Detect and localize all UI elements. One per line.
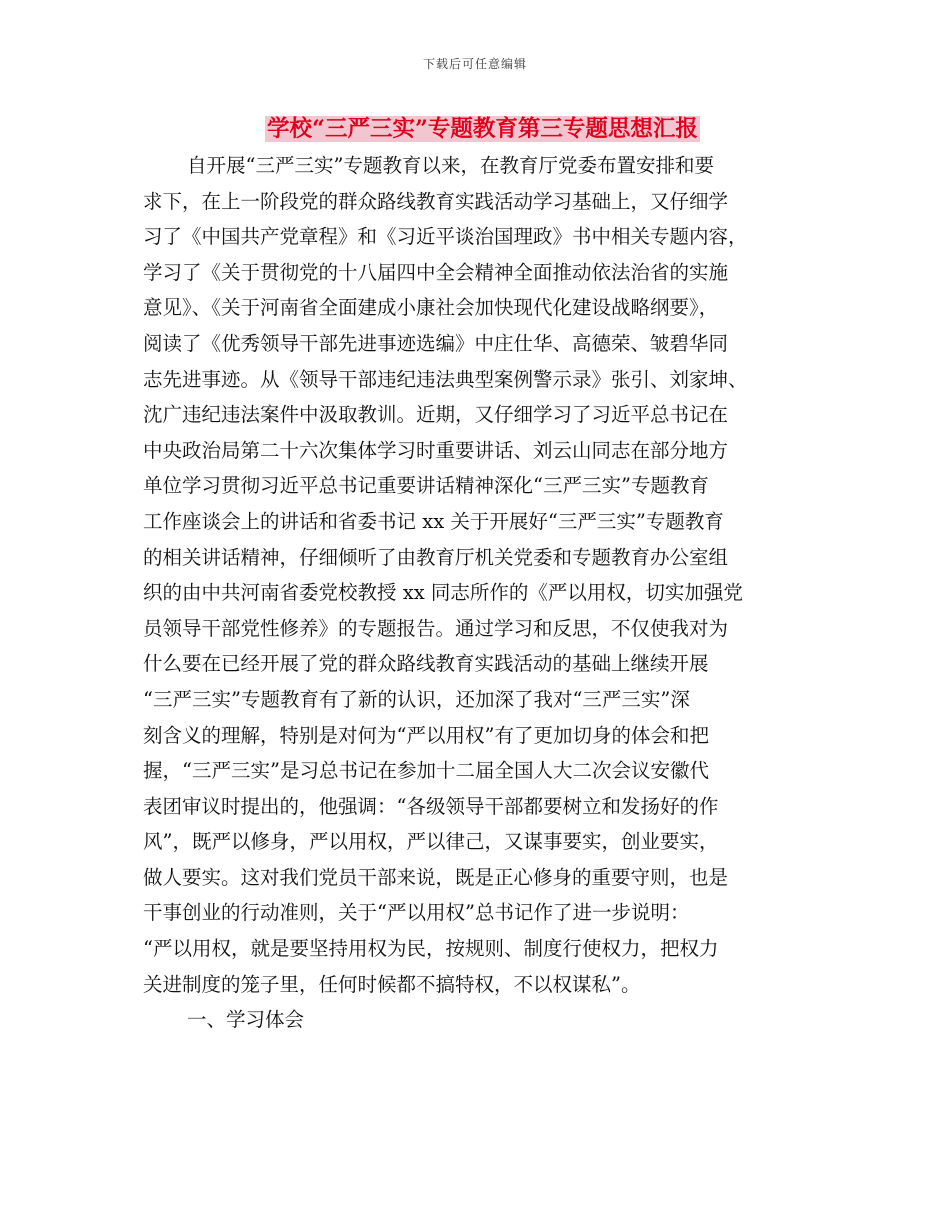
paragraph-line: 做人要实。这对我们党员干部来说，既是正心修身的重要守则，也是 — [143, 865, 729, 889]
title-highlight: 学校“三严三实”专题教育第三专题思想汇报 — [267, 116, 698, 142]
paragraph-line: 志先进事迹。从《领导干部违纪违法典型案例警示录》张引、刘家坤、 — [143, 367, 748, 391]
paragraph-line: 中央政治局第二十六次集体学习时重要讲话、刘云山同志在部分地方 — [143, 438, 729, 462]
paragraph-line: 习了《中国共产党章程》和《习近平谈治国理政》书中相关专题内容， — [143, 225, 748, 249]
paragraph-line: 求下，在上一阶段党的群众路线教育实践活动学习基础上，又仔细学 — [143, 189, 729, 213]
paragraph-line: 沈广违纪违法案件中汲取教训。近期，又仔细学习了习近平总书记在 — [143, 403, 729, 427]
paragraph-line: 什么要在已经开展了党的群众路线教育实践活动的基础上继续开展 — [143, 652, 709, 676]
section-heading: 一、学习体会 — [187, 1008, 305, 1032]
document-body — [143, 148, 808, 1038]
paragraph-line: 自开展“三严三实”专题教育以来，在教育厅党委布置安排和要 — [187, 154, 714, 177]
paragraph-line: 的相关讲话精神，仔细倾听了由教育厅机关党委和专题教育办公室组 — [143, 545, 729, 569]
paragraph-line: 单位学习贯彻习近平总书记重要讲话精神深化“三严三实”专题教育 — [143, 474, 709, 498]
paragraph-line: 干事创业的行动准则，关于“严以用权”总书记作了进一步说明： — [143, 901, 690, 925]
paragraph-line: 意见》、《关于河南省全面建成小康社会加快现代化建设战略纲要》， — [143, 296, 719, 320]
paragraph-line: 学习了《关于贯彻党的十八届四中全会精神全面推动依法治省的实施 — [143, 260, 729, 284]
paragraph-line: 织的由中共河南省委党校教授 xx 同志所作的《严以用权，切实加强党 — [143, 581, 743, 605]
paragraph-line: 表团审议时提出的，他强调：“各级领导干部都要树立和发扬好的作 — [143, 794, 719, 818]
paragraph-line: “三严三实”专题教育有了新的认识，还加深了我对“三严三实”深 — [143, 687, 690, 711]
paragraph-line: “严以用权，就是要坚持用权为民，按规则、制度行使权力，把权力 — [143, 937, 719, 961]
document-title — [262, 114, 703, 144]
paragraph-line: 工作座谈会上的讲话和省委书记 xx 关于开展好“三严三实”专题教育 — [143, 509, 724, 533]
paragraph-line: 阅读了《优秀领导干部先进事迹选编》中庄仕华、高德荣、皱碧华同 — [143, 331, 729, 355]
paragraph-line: 握，“三严三实”是习总书记在参加十二届全国人大二次会议安徽代 — [143, 759, 709, 783]
page-header-note: 下载后可任意编辑 — [422, 57, 527, 71]
paragraph-line: 关进制度的笼子里，任何时候都不搞特权，不以权谋私”。 — [143, 972, 641, 996]
paragraph-line: 风”，既严以修身，严以用权，严以律己，又谋事要实，创业要实， — [143, 830, 719, 854]
paragraph-line: 员领导干部党性修养》的专题报告。通过学习和反思，不仅使我对为 — [143, 616, 729, 640]
paragraph-line: 刻含义的理解，特别是对何为“严以用权”有了更加切身的体会和把 — [143, 723, 709, 747]
